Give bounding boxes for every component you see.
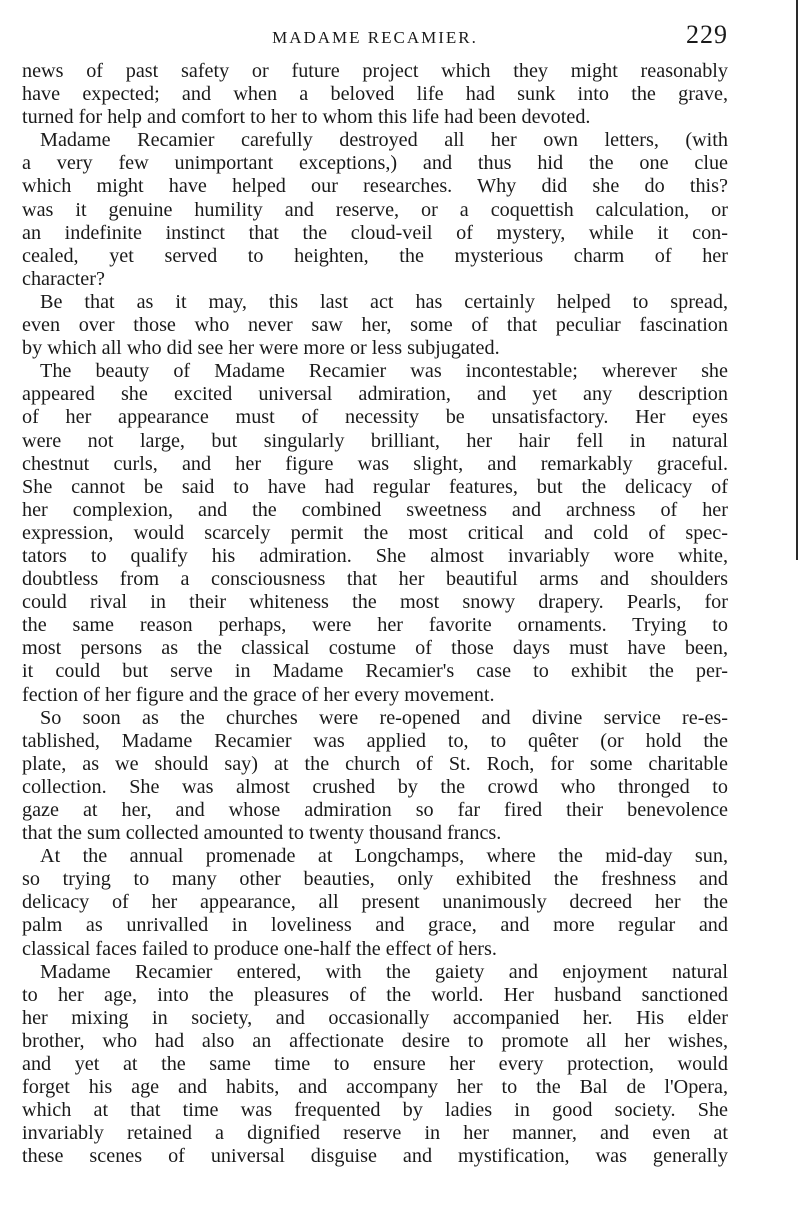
book-page	[22, 20, 728, 1169]
text-line: Be that as it may, this last act has certainly helped to spread,	[40, 290, 728, 313]
text-line: brother, who had also an affectionate desire to promote all her wishes,	[22, 1029, 728, 1052]
text-line: Madame Recamier entered, with the gaiety and enjoyment natural	[40, 960, 728, 983]
text-line: forget his age and habits, and accompany her to the Bal de l'Opera,	[22, 1076, 728, 1099]
text-line: So soon as the churches were re-opened and divine service re-es-	[40, 706, 728, 729]
text-line: so trying to many other beauties, only exhibited the freshness and	[22, 868, 728, 891]
page-number: 229	[686, 20, 728, 49]
text-line: her mixing in society, and occasionally accompanied her. His elder	[22, 1006, 728, 1029]
text-line: could rival in their whiteness the most snowy drapery. Pearls, for	[22, 591, 728, 614]
text-line: The beauty of Madame Recamier was incontestable; wherever she	[40, 360, 728, 383]
text-line: even over those who never saw her, some of that peculiar fascination	[22, 314, 728, 337]
text-line: tablished, Madame Recamier was applied to, to quêter (or hold the	[22, 729, 728, 752]
text-line: turned for help and comfort to her to whom this life had been devoted.	[22, 106, 591, 129]
text-line: news of past safety or future project which they might reasonably	[22, 60, 728, 82]
text-line: most persons as the classical costume of those days must have been,	[22, 637, 728, 660]
text-line: a very few unimportant exceptions,) and thus hid the one clue	[22, 152, 728, 175]
running-header	[22, 20, 728, 60]
text-line: collection. She was almost crushed by the crowd who thronged to	[22, 775, 728, 798]
text-line: which at that time was frequented by ladies in good society. She	[22, 1099, 728, 1122]
text-line: the same reason perhaps, were her favorite ornaments. Trying to	[22, 614, 728, 637]
text-line: character?	[22, 267, 105, 290]
text-line: expression, would scarcely permit the most critical and cold of spec-	[22, 521, 728, 544]
text-line: of her appearance must of necessity be unsatisfactory. Her eyes	[22, 406, 728, 429]
text-line: appeared she excited universal admiration, and yet any description	[22, 383, 728, 406]
text-line: her complexion, and the combined sweetness and archness of her	[22, 498, 728, 521]
text-line: At the annual promenade at Longchamps, where the mid-day sun,	[40, 845, 728, 868]
text-line: were not large, but singularly brilliant, her hair fell in natural	[22, 429, 728, 452]
text-line: She cannot be said to have had regular features, but the delicacy of	[22, 475, 728, 498]
text-line: fection of her figure and the grace of her every movement.	[22, 683, 495, 706]
text-line: an indefinite instinct that the cloud-veil of mystery, while it con-	[22, 221, 728, 244]
text-line: plate, as we should say) at the church of St. Roch, for some charitable	[22, 752, 728, 775]
text-line: and yet at the same time to ensure her every protection, would	[22, 1053, 728, 1076]
text-line: by which all who did see her were more or less subjugated.	[22, 337, 500, 360]
text-line: it could but serve in Madame Recamier's case to exhibit the per-	[22, 660, 728, 683]
text-line: palm as unrivalled in loveliness and grace, and more regular and	[22, 914, 728, 937]
text-line: have expected; and when a beloved life had sunk into the grave,	[22, 83, 728, 106]
text-line: Madame Recamier carefully destroyed all her own letters, (with	[40, 129, 728, 152]
text-line: classical faces failed to produce one-half the effect of hers.	[22, 937, 497, 960]
text-line: invariably retained a dignified reserve in her manner, and even at	[22, 1122, 728, 1145]
body-text	[22, 60, 728, 1169]
text-line: to her age, into the pleasures of the world. Her husband sanctioned	[22, 983, 728, 1006]
text-line: doubtless from a consciousness that her beautiful arms and shoulders	[22, 568, 728, 591]
text-line: cealed, yet served to heighten, the mysterious charm of her	[22, 244, 728, 267]
text-line: that the sum collected amounted to twenty thousand francs.	[22, 822, 502, 845]
text-line: gaze at her, and whose admiration so far fired their benevolence	[22, 799, 728, 821]
text-line: was it genuine humility and reserve, or a coquettish calculation, or	[22, 198, 728, 221]
text-line: chestnut curls, and her figure was slight, and remarkably graceful.	[22, 452, 728, 475]
text-line: these scenes of universal disguise and mystification, was generally	[22, 1145, 728, 1168]
running-title: MADAME RECAMIER.	[272, 28, 478, 47]
text-line: delicacy of her appearance, all present unanimously decreed her the	[22, 891, 728, 914]
text-line: tators to qualify his admiration. She almost invariably wore white,	[22, 544, 728, 567]
text-line: which might have helped our researches. Why did she do this?	[22, 175, 728, 198]
